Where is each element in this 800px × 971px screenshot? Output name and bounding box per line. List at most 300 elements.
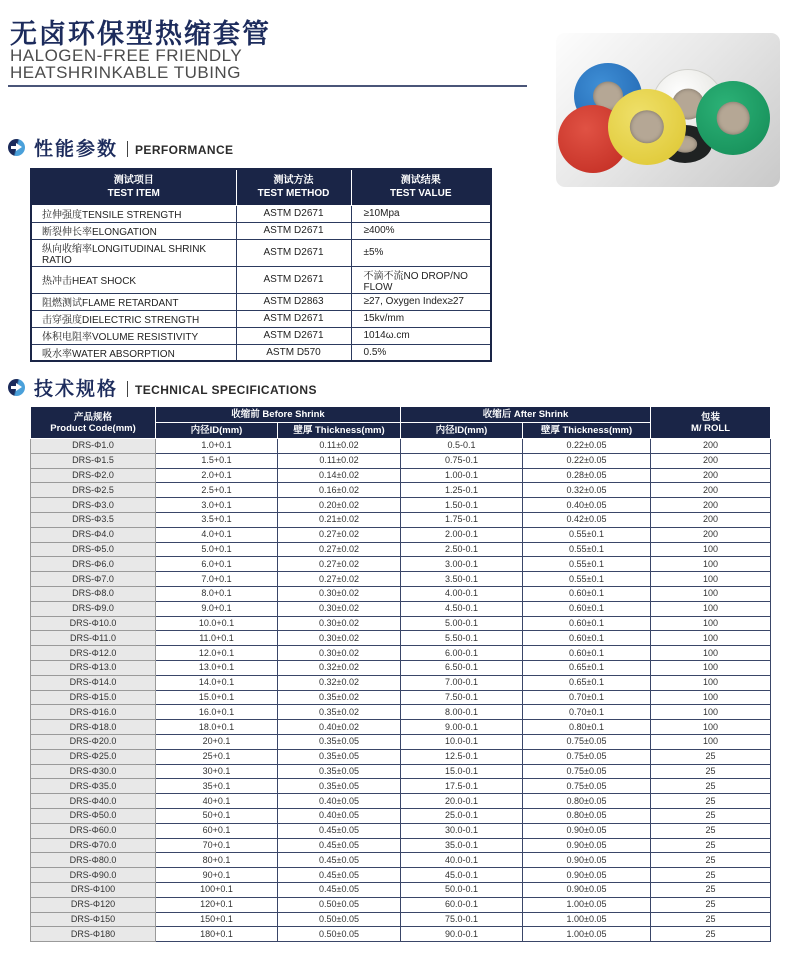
table-cell: 0.65±0.1 <box>523 675 651 690</box>
table-cell: 0.28±0.05 <box>523 468 651 483</box>
table-row <box>31 542 771 557</box>
table-row <box>31 660 771 675</box>
table-cell: 3.0+0.1 <box>156 498 278 513</box>
table-cell: 体积电阻率VOLUME RESISTIVITY <box>31 327 236 344</box>
table-cell: DRS-Φ25.0 <box>31 749 156 764</box>
table-cell: DRS-Φ10.0 <box>31 616 156 631</box>
table-cell: 1.00±0.05 <box>523 912 651 927</box>
table-cell: DRS-Φ20.0 <box>31 734 156 749</box>
table-cell: 0.65±0.1 <box>523 660 651 675</box>
table-cell: 30+0.1 <box>156 764 278 779</box>
table-cell: 0.35±0.05 <box>278 764 401 779</box>
table-cell: 25 <box>651 764 771 779</box>
table-cell: 0.27±0.02 <box>278 542 401 557</box>
table-cell: 9.0+0.1 <box>156 601 278 616</box>
table-cell: 50+0.1 <box>156 808 278 823</box>
table-cell: 7.00-0.1 <box>401 675 523 690</box>
table-row <box>31 675 771 690</box>
table-row <box>31 794 771 809</box>
table-cell: DRS-Φ6.0 <box>31 557 156 572</box>
table-row <box>31 646 771 661</box>
table-cell: 25 <box>651 927 771 942</box>
table-row <box>31 779 771 794</box>
table-cell: 0.70±0.1 <box>523 690 651 705</box>
table-cell: 6.0+0.1 <box>156 557 278 572</box>
table-cell: 100 <box>651 572 771 587</box>
table-cell: 15kv/mm <box>351 310 491 327</box>
table-row <box>31 927 771 942</box>
table-cell: DRS-Φ1.5 <box>31 453 156 468</box>
performance-header-row <box>31 169 491 205</box>
table-cell: 断裂伸长率ELONGATION <box>31 222 236 239</box>
col-test-item: 测试项目 TEST ITEM <box>31 169 236 205</box>
table-cell: 0.35±0.02 <box>278 690 401 705</box>
table-cell: DRS-Φ5.0 <box>31 542 156 557</box>
table-cell: 0.11±0.02 <box>278 439 401 454</box>
table-cell: 0.35±0.05 <box>278 779 401 794</box>
table-cell: DRS-Φ15.0 <box>31 690 156 705</box>
table-cell: 180+0.1 <box>156 927 278 942</box>
table-cell: 0.32±0.02 <box>278 660 401 675</box>
table-cell: 100 <box>651 690 771 705</box>
table-cell: 0.32±0.05 <box>523 483 651 498</box>
table-cell: 0.75±0.05 <box>523 764 651 779</box>
table-cell: DRS-Φ150 <box>31 912 156 927</box>
table-cell: 100 <box>651 601 771 616</box>
table-cell: DRS-Φ35.0 <box>31 779 156 794</box>
table-cell: 0.32±0.02 <box>278 675 401 690</box>
table-cell: 0.35±0.02 <box>278 705 401 720</box>
table-cell: 100 <box>651 557 771 572</box>
table-cell: 0.50±0.05 <box>278 927 401 942</box>
table-cell: 7.0+0.1 <box>156 572 278 587</box>
table-cell: 200 <box>651 483 771 498</box>
table-cell: DRS-Φ9.0 <box>31 601 156 616</box>
table-cell: 70+0.1 <box>156 838 278 853</box>
col-package: 包装 M/ ROLL <box>651 407 771 439</box>
table-cell: 0.22±0.05 <box>523 453 651 468</box>
specifications-table-body <box>31 439 771 942</box>
table-cell: 0.45±0.05 <box>278 823 401 838</box>
table-cell: 0.5-0.1 <box>401 439 523 454</box>
table-cell: ASTM D2863 <box>236 293 351 310</box>
table-row <box>31 749 771 764</box>
page-title: 无卤环保型热缩套管 <box>10 19 271 49</box>
arrow-bullet-icon <box>8 139 25 156</box>
table-cell: 0.80±0.05 <box>523 808 651 823</box>
col-product-code: 产品规格 Product Code(mm) <box>31 407 156 439</box>
table-cell: 100 <box>651 586 771 601</box>
table-cell: 0.35±0.05 <box>278 734 401 749</box>
table-cell: DRS-Φ50.0 <box>31 808 156 823</box>
table-cell: 0.60±0.1 <box>523 616 651 631</box>
performance-title-zh: 性能参数 <box>34 139 119 160</box>
table-row <box>31 483 771 498</box>
table-cell: 75.0-0.1 <box>401 912 523 927</box>
table-cell: DRS-Φ100 <box>31 882 156 897</box>
table-cell: 200 <box>651 453 771 468</box>
col-before-thickness: 壁厚 Thickness(mm) <box>278 423 401 439</box>
table-cell: 200 <box>651 512 771 527</box>
table-row <box>31 631 771 646</box>
table-cell: 16.0+0.1 <box>156 705 278 720</box>
table-cell: 0.27±0.02 <box>278 527 401 542</box>
table-cell: 15.0-0.1 <box>401 764 523 779</box>
table-cell: ASTM D2671 <box>236 222 351 239</box>
table-row <box>31 868 771 883</box>
table-cell: 0.30±0.02 <box>278 586 401 601</box>
table-cell: 25 <box>651 838 771 853</box>
table-row <box>31 205 491 222</box>
table-cell: 200 <box>651 439 771 454</box>
specifications-table <box>30 406 771 942</box>
table-cell: 0.30±0.02 <box>278 601 401 616</box>
table-cell: 10.0-0.1 <box>401 734 523 749</box>
table-cell: 40.0-0.1 <box>401 853 523 868</box>
table-cell: 0.55±0.1 <box>523 572 651 587</box>
table-cell: 0.5% <box>351 344 491 361</box>
table-cell: 0.45±0.05 <box>278 853 401 868</box>
section-title-separator <box>127 381 128 397</box>
table-cell: 100 <box>651 705 771 720</box>
table-cell: DRS-Φ2.5 <box>31 483 156 498</box>
table-cell: 25 <box>651 912 771 927</box>
table-cell: 25 <box>651 794 771 809</box>
table-row <box>31 808 771 823</box>
table-cell: 0.16±0.02 <box>278 483 401 498</box>
table-row <box>31 527 771 542</box>
table-row <box>31 557 771 572</box>
table-row <box>31 734 771 749</box>
table-cell: 100 <box>651 720 771 735</box>
table-cell: 2.50-0.1 <box>401 542 523 557</box>
table-cell: ASTM D2671 <box>236 310 351 327</box>
table-cell: 0.75±0.05 <box>523 749 651 764</box>
performance-section-header <box>8 134 233 161</box>
table-cell: 25 <box>651 882 771 897</box>
table-cell: DRS-Φ18.0 <box>31 720 156 735</box>
table-cell: ≥10Mpa <box>351 205 491 222</box>
table-cell: 90+0.1 <box>156 868 278 883</box>
table-cell: 200 <box>651 498 771 513</box>
table-cell: 0.30±0.02 <box>278 616 401 631</box>
table-cell: 1.0+0.1 <box>156 439 278 454</box>
table-cell: 3.5+0.1 <box>156 512 278 527</box>
table-row <box>31 838 771 853</box>
table-cell: DRS-Φ13.0 <box>31 660 156 675</box>
section-title-separator <box>127 141 128 157</box>
table-cell: DRS-Φ80.0 <box>31 853 156 868</box>
table-cell: 200 <box>651 527 771 542</box>
col-group-after-shrink: 收缩后 After Shrink <box>401 407 651 423</box>
table-cell: 25 <box>651 853 771 868</box>
table-cell: 100 <box>651 675 771 690</box>
table-cell: 热冲击HEAT SHOCK <box>31 266 236 293</box>
table-cell: 0.50±0.05 <box>278 897 401 912</box>
table-cell: DRS-Φ11.0 <box>31 631 156 646</box>
table-cell: 0.60±0.1 <box>523 646 651 661</box>
table-cell: 0.90±0.05 <box>523 868 651 883</box>
table-row <box>31 897 771 912</box>
spec-header-row-1 <box>31 407 771 423</box>
page-subtitle-line1: HALOGEN-FREE FRIENDLY <box>10 46 243 65</box>
table-cell: 30.0-0.1 <box>401 823 523 838</box>
table-cell: ASTM D570 <box>236 344 351 361</box>
table-cell: DRS-Φ7.0 <box>31 572 156 587</box>
table-cell: 2.0+0.1 <box>156 468 278 483</box>
table-cell: 100+0.1 <box>156 882 278 897</box>
table-row <box>31 616 771 631</box>
table-cell: 0.45±0.05 <box>278 838 401 853</box>
table-row <box>31 705 771 720</box>
specifications-title-en: TECHNICAL SPECIFICATIONS <box>135 382 317 397</box>
performance-table <box>30 168 492 362</box>
table-cell: DRS-Φ3.5 <box>31 512 156 527</box>
table-cell: DRS-Φ40.0 <box>31 794 156 809</box>
table-cell: 纵向收缩率LONGITUDINAL SHRINK RATIO <box>31 239 236 266</box>
table-cell: 8.00-0.1 <box>401 705 523 720</box>
table-cell: ASTM D2671 <box>236 327 351 344</box>
table-row <box>31 266 491 293</box>
table-cell: 0.40±0.05 <box>523 498 651 513</box>
table-cell: 18.0+0.1 <box>156 720 278 735</box>
table-cell: 9.00-0.1 <box>401 720 523 735</box>
table-cell: 0.21±0.02 <box>278 512 401 527</box>
table-cell: ≥400% <box>351 222 491 239</box>
table-cell: 0.90±0.05 <box>523 838 651 853</box>
table-cell: DRS-Φ1.0 <box>31 439 156 454</box>
table-cell: DRS-Φ3.0 <box>31 498 156 513</box>
table-cell: 阻燃测试FLAME RETARDANT <box>31 293 236 310</box>
table-cell: 1.50-0.1 <box>401 498 523 513</box>
table-cell: 12.5-0.1 <box>401 749 523 764</box>
table-row <box>31 601 771 616</box>
table-row <box>31 912 771 927</box>
table-cell: 0.55±0.1 <box>523 527 651 542</box>
table-cell: 60+0.1 <box>156 823 278 838</box>
table-cell: 3.00-0.1 <box>401 557 523 572</box>
table-cell: 0.60±0.1 <box>523 631 651 646</box>
table-cell: 0.90±0.05 <box>523 853 651 868</box>
page-subtitle <box>10 47 242 81</box>
table-cell: ±5% <box>351 239 491 266</box>
table-cell: DRS-Φ8.0 <box>31 586 156 601</box>
table-cell: 45.0-0.1 <box>401 868 523 883</box>
table-cell: 0.22±0.05 <box>523 439 651 454</box>
table-cell: 0.45±0.05 <box>278 882 401 897</box>
table-cell: 100 <box>651 631 771 646</box>
table-row <box>31 823 771 838</box>
table-cell: 0.75±0.05 <box>523 734 651 749</box>
table-cell: 11.0+0.1 <box>156 631 278 646</box>
table-cell: 25.0-0.1 <box>401 808 523 823</box>
table-row <box>31 327 491 344</box>
table-row <box>31 239 491 266</box>
table-cell: 35.0-0.1 <box>401 838 523 853</box>
table-cell: DRS-Φ2.0 <box>31 468 156 483</box>
table-cell: ASTM D2671 <box>236 205 351 222</box>
table-cell: 0.27±0.02 <box>278 572 401 587</box>
table-cell: DRS-Φ70.0 <box>31 838 156 853</box>
table-cell: DRS-Φ4.0 <box>31 527 156 542</box>
table-cell: 0.20±0.02 <box>278 498 401 513</box>
col-after-thickness: 壁厚 Thickness(mm) <box>523 423 651 439</box>
table-cell: 60.0-0.1 <box>401 897 523 912</box>
table-cell: 100 <box>651 660 771 675</box>
table-cell: 1.00±0.05 <box>523 897 651 912</box>
table-row <box>31 344 491 361</box>
table-cell: 100 <box>651 616 771 631</box>
table-row <box>31 310 491 327</box>
table-cell: 击穿强度DIELECTRIC STRENGTH <box>31 310 236 327</box>
table-cell: 0.75±0.05 <box>523 779 651 794</box>
table-cell: 1.25-0.1 <box>401 483 523 498</box>
table-cell: 0.40±0.05 <box>278 794 401 809</box>
table-cell: ASTM D2671 <box>236 266 351 293</box>
table-cell: 0.30±0.02 <box>278 646 401 661</box>
table-row <box>31 720 771 735</box>
table-cell: 吸水率WATER ABSORPTION <box>31 344 236 361</box>
table-row <box>31 690 771 705</box>
table-row <box>31 468 771 483</box>
col-after-id: 内径ID(mm) <box>401 423 523 439</box>
table-cell: 50.0-0.1 <box>401 882 523 897</box>
table-cell: 0.90±0.05 <box>523 882 651 897</box>
performance-table-body <box>31 205 491 361</box>
table-cell: 2.5+0.1 <box>156 483 278 498</box>
table-cell: 0.14±0.02 <box>278 468 401 483</box>
table-cell: 4.00-0.1 <box>401 586 523 601</box>
col-before-id: 内径ID(mm) <box>156 423 278 439</box>
table-row <box>31 439 771 454</box>
table-row <box>31 882 771 897</box>
table-cell: DRS-Φ120 <box>31 897 156 912</box>
table-cell: 0.80±0.05 <box>523 794 651 809</box>
table-cell: 1.75-0.1 <box>401 512 523 527</box>
table-cell: 20+0.1 <box>156 734 278 749</box>
table-row <box>31 453 771 468</box>
table-cell: 25 <box>651 868 771 883</box>
table-cell: 120+0.1 <box>156 897 278 912</box>
table-cell: DRS-Φ60.0 <box>31 823 156 838</box>
table-cell: 17.5-0.1 <box>401 779 523 794</box>
col-group-before-shrink: 收缩前 Before Shrink <box>156 407 401 423</box>
table-cell: 150+0.1 <box>156 912 278 927</box>
table-cell: 25 <box>651 749 771 764</box>
table-cell: 8.0+0.1 <box>156 586 278 601</box>
table-cell: 20.0-0.1 <box>401 794 523 809</box>
table-cell: 15.0+0.1 <box>156 690 278 705</box>
table-cell: 0.70±0.1 <box>523 705 651 720</box>
table-cell: 0.50±0.05 <box>278 912 401 927</box>
table-row <box>31 764 771 779</box>
table-cell: 25 <box>651 779 771 794</box>
table-cell: 0.27±0.02 <box>278 557 401 572</box>
table-cell: 80+0.1 <box>156 853 278 868</box>
table-cell: 5.0+0.1 <box>156 542 278 557</box>
table-cell: 13.0+0.1 <box>156 660 278 675</box>
table-cell: 25 <box>651 808 771 823</box>
table-cell: 200 <box>651 468 771 483</box>
table-cell: 1.00±0.05 <box>523 927 651 942</box>
title-divider <box>8 85 527 87</box>
table-cell: 100 <box>651 734 771 749</box>
table-cell: DRS-Φ12.0 <box>31 646 156 661</box>
table-row <box>31 512 771 527</box>
table-cell: 35+0.1 <box>156 779 278 794</box>
tubing-roll-yellow <box>608 89 686 165</box>
table-cell: 6.50-0.1 <box>401 660 523 675</box>
table-cell: 0.42±0.05 <box>523 512 651 527</box>
specifications-title-zh: 技术规格 <box>34 379 119 400</box>
table-cell: 0.40±0.05 <box>278 808 401 823</box>
table-cell: 0.55±0.1 <box>523 557 651 572</box>
tubing-roll-green <box>696 81 770 155</box>
table-cell: 90.0-0.1 <box>401 927 523 942</box>
table-cell: DRS-Φ16.0 <box>31 705 156 720</box>
table-row <box>31 586 771 601</box>
table-row <box>31 293 491 310</box>
table-cell: 12.0+0.1 <box>156 646 278 661</box>
table-cell: DRS-Φ14.0 <box>31 675 156 690</box>
table-cell: 25 <box>651 897 771 912</box>
table-row <box>31 222 491 239</box>
table-cell: 14.0+0.1 <box>156 675 278 690</box>
table-cell: 1.5+0.1 <box>156 453 278 468</box>
col-test-value: 测试结果 TEST VALUE <box>351 169 491 205</box>
table-cell: 5.50-0.1 <box>401 631 523 646</box>
table-cell: 25+0.1 <box>156 749 278 764</box>
table-cell: 0.75-0.1 <box>401 453 523 468</box>
col-test-method: 测试方法 TEST METHOD <box>236 169 351 205</box>
table-cell: DRS-Φ90.0 <box>31 868 156 883</box>
table-cell: 0.40±0.02 <box>278 720 401 735</box>
performance-title-en: PERFORMANCE <box>135 142 234 157</box>
table-cell: 6.00-0.1 <box>401 646 523 661</box>
table-cell: 5.00-0.1 <box>401 616 523 631</box>
table-cell: 0.55±0.1 <box>523 542 651 557</box>
table-cell: 1.00-0.1 <box>401 468 523 483</box>
table-cell: 2.00-0.1 <box>401 527 523 542</box>
table-cell: 4.50-0.1 <box>401 601 523 616</box>
table-cell: 不滴不流NO DROP/NO FLOW <box>351 266 491 293</box>
table-cell: 4.0+0.1 <box>156 527 278 542</box>
table-cell: 100 <box>651 646 771 661</box>
table-row <box>31 853 771 868</box>
table-cell: ASTM D2671 <box>236 239 351 266</box>
table-cell: 10.0+0.1 <box>156 616 278 631</box>
table-cell: 0.35±0.05 <box>278 749 401 764</box>
table-cell: 拉伸强度TENSILE STRENGTH <box>31 205 236 222</box>
table-cell: ≥27, Oxygen Index≥27 <box>351 293 491 310</box>
table-row <box>31 572 771 587</box>
table-cell: 3.50-0.1 <box>401 572 523 587</box>
specifications-section-header <box>8 374 317 401</box>
table-cell: 25 <box>651 823 771 838</box>
table-cell: 7.50-0.1 <box>401 690 523 705</box>
table-cell: 0.11±0.02 <box>278 453 401 468</box>
table-cell: 0.80±0.1 <box>523 720 651 735</box>
page-subtitle-line2: HEATSHRINKABLE TUBING <box>10 63 241 82</box>
table-cell: 100 <box>651 542 771 557</box>
table-row <box>31 498 771 513</box>
table-cell: DRS-Φ180 <box>31 927 156 942</box>
table-cell: 0.45±0.05 <box>278 868 401 883</box>
arrow-bullet-icon <box>8 379 25 396</box>
table-cell: 0.90±0.05 <box>523 823 651 838</box>
table-cell: 40+0.1 <box>156 794 278 809</box>
table-cell: 0.30±0.02 <box>278 631 401 646</box>
